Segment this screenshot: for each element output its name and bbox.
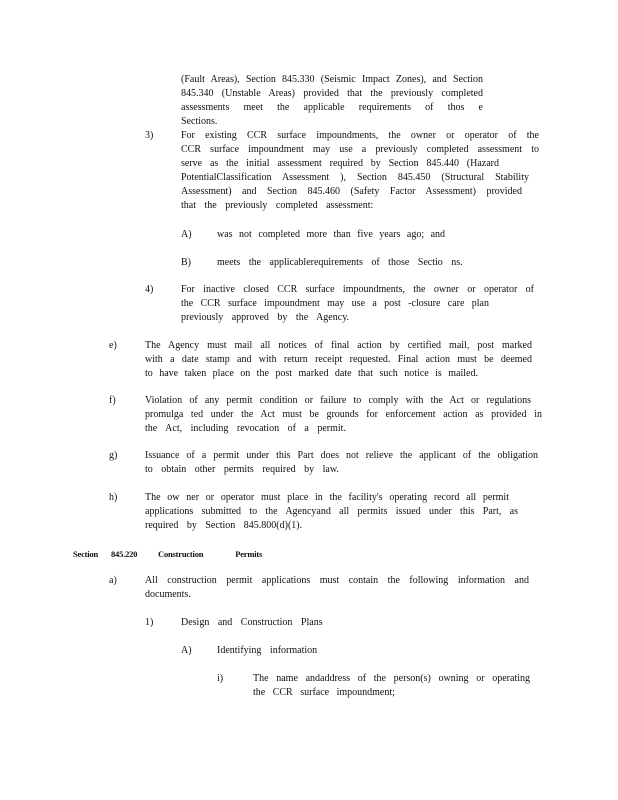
item-label-3B: B) [181,257,191,268]
text-line: promulga ted under the Act must be grounds for enforcement action as provided in [145,409,542,420]
text-line: required by Section 845.800(d)(1). [145,520,303,531]
item-label-f: f) [109,395,116,406]
paragraph-g [145,449,538,477]
item-label-a1: 1) [145,617,154,628]
text-line: For inactive closed CCR surface impoundments, the owner or operator of [181,284,534,295]
text-line: with a date stamp and with return receipt requested. Final action must be deemed [145,354,532,365]
text-line: the Act, including revocation of a permit. [145,423,346,434]
item-label-4: 4) [145,284,154,295]
item-label-a: a) [109,575,117,586]
text-line: The ow ner or operator must place in the facility's operating record all permit [145,492,509,503]
text-line: PotentialClassification Assessment ), Section 845.450 (Structural Stability [181,172,529,183]
text-line: The name andaddress of the person(s) owning or operating [253,673,530,684]
section-title: Construction Permits [158,549,263,559]
text-line: All construction permit applications must contain the following information and [145,575,529,586]
item-label-g: g) [109,450,118,461]
sub-item-3B: meets the applicablerequirements of those Sectio ns. [217,257,463,268]
text-line: serve as the initial assessment required by Section 845.440 (Hazard [181,158,499,169]
section-number: 845.220 [111,549,138,559]
paragraph-3 [181,129,539,213]
text-line: to obtain other permits required by law. [145,464,339,475]
paragraph-4 [181,283,534,325]
item-label-a1A: A) [181,645,192,656]
text-line: The Agency must mail all notices of final action by certified mail, post marked [145,340,532,351]
item-label-h: h) [109,492,118,503]
text-line: Violation of any permit condition or failure to comply with the Act or regulations [145,395,531,406]
sub-item-a1: Design and Construction Plans [181,617,323,628]
item-label-3A: A) [181,229,192,240]
paragraph-f [145,394,542,436]
text-line: previously approved by the Agency. [181,312,350,323]
text-line: 845.340 (Unstable Areas) provided that the previously completed [181,88,483,99]
text-line: (Fault Areas), Section 845.330 (Seismic Impact Zones), and Section [181,74,483,85]
sub-item-a1A: Identifying information [217,645,318,656]
text-line: Assessment) and Section 845.460 (Safety Factor Assessment) provided [181,186,522,197]
text-line: that the previously completed assessment: [181,200,374,211]
text-line: CCR surface impoundment may use a previously completed assessment to [181,144,539,155]
text-line: assessments meet the applicable requirements of thos e Sections. [181,102,483,127]
item-label-e: e) [109,340,117,351]
paragraph-a [145,574,529,602]
item-label-3: 3) [145,130,154,141]
sub-item-3A: was not completed more than five years ago; and [217,229,446,240]
paragraph-h [145,491,518,533]
text-line: Issuance of a permit under this Part does not relieve the applicant of the obligation [145,450,538,461]
text-line: the CCR surface impoundment; [253,687,395,698]
section-label: Section [73,549,99,559]
paragraph-e [145,339,532,381]
continued-paragraph [181,73,483,129]
text-line: to have taken place on the post marked date that such notice is mailed. [145,368,478,379]
text-line: applications submitted to the Agencyand all permits issued under this Part, as [145,506,518,517]
paragraph-a1Ai [253,672,530,700]
text-line: For existing CCR surface impoundments, the owner or operator of the [181,130,539,141]
text-line: documents. [145,589,191,600]
item-label-a1Ai: i) [217,673,224,684]
text-line: the CCR surface impoundment may use a post -closure care plan [181,298,489,309]
